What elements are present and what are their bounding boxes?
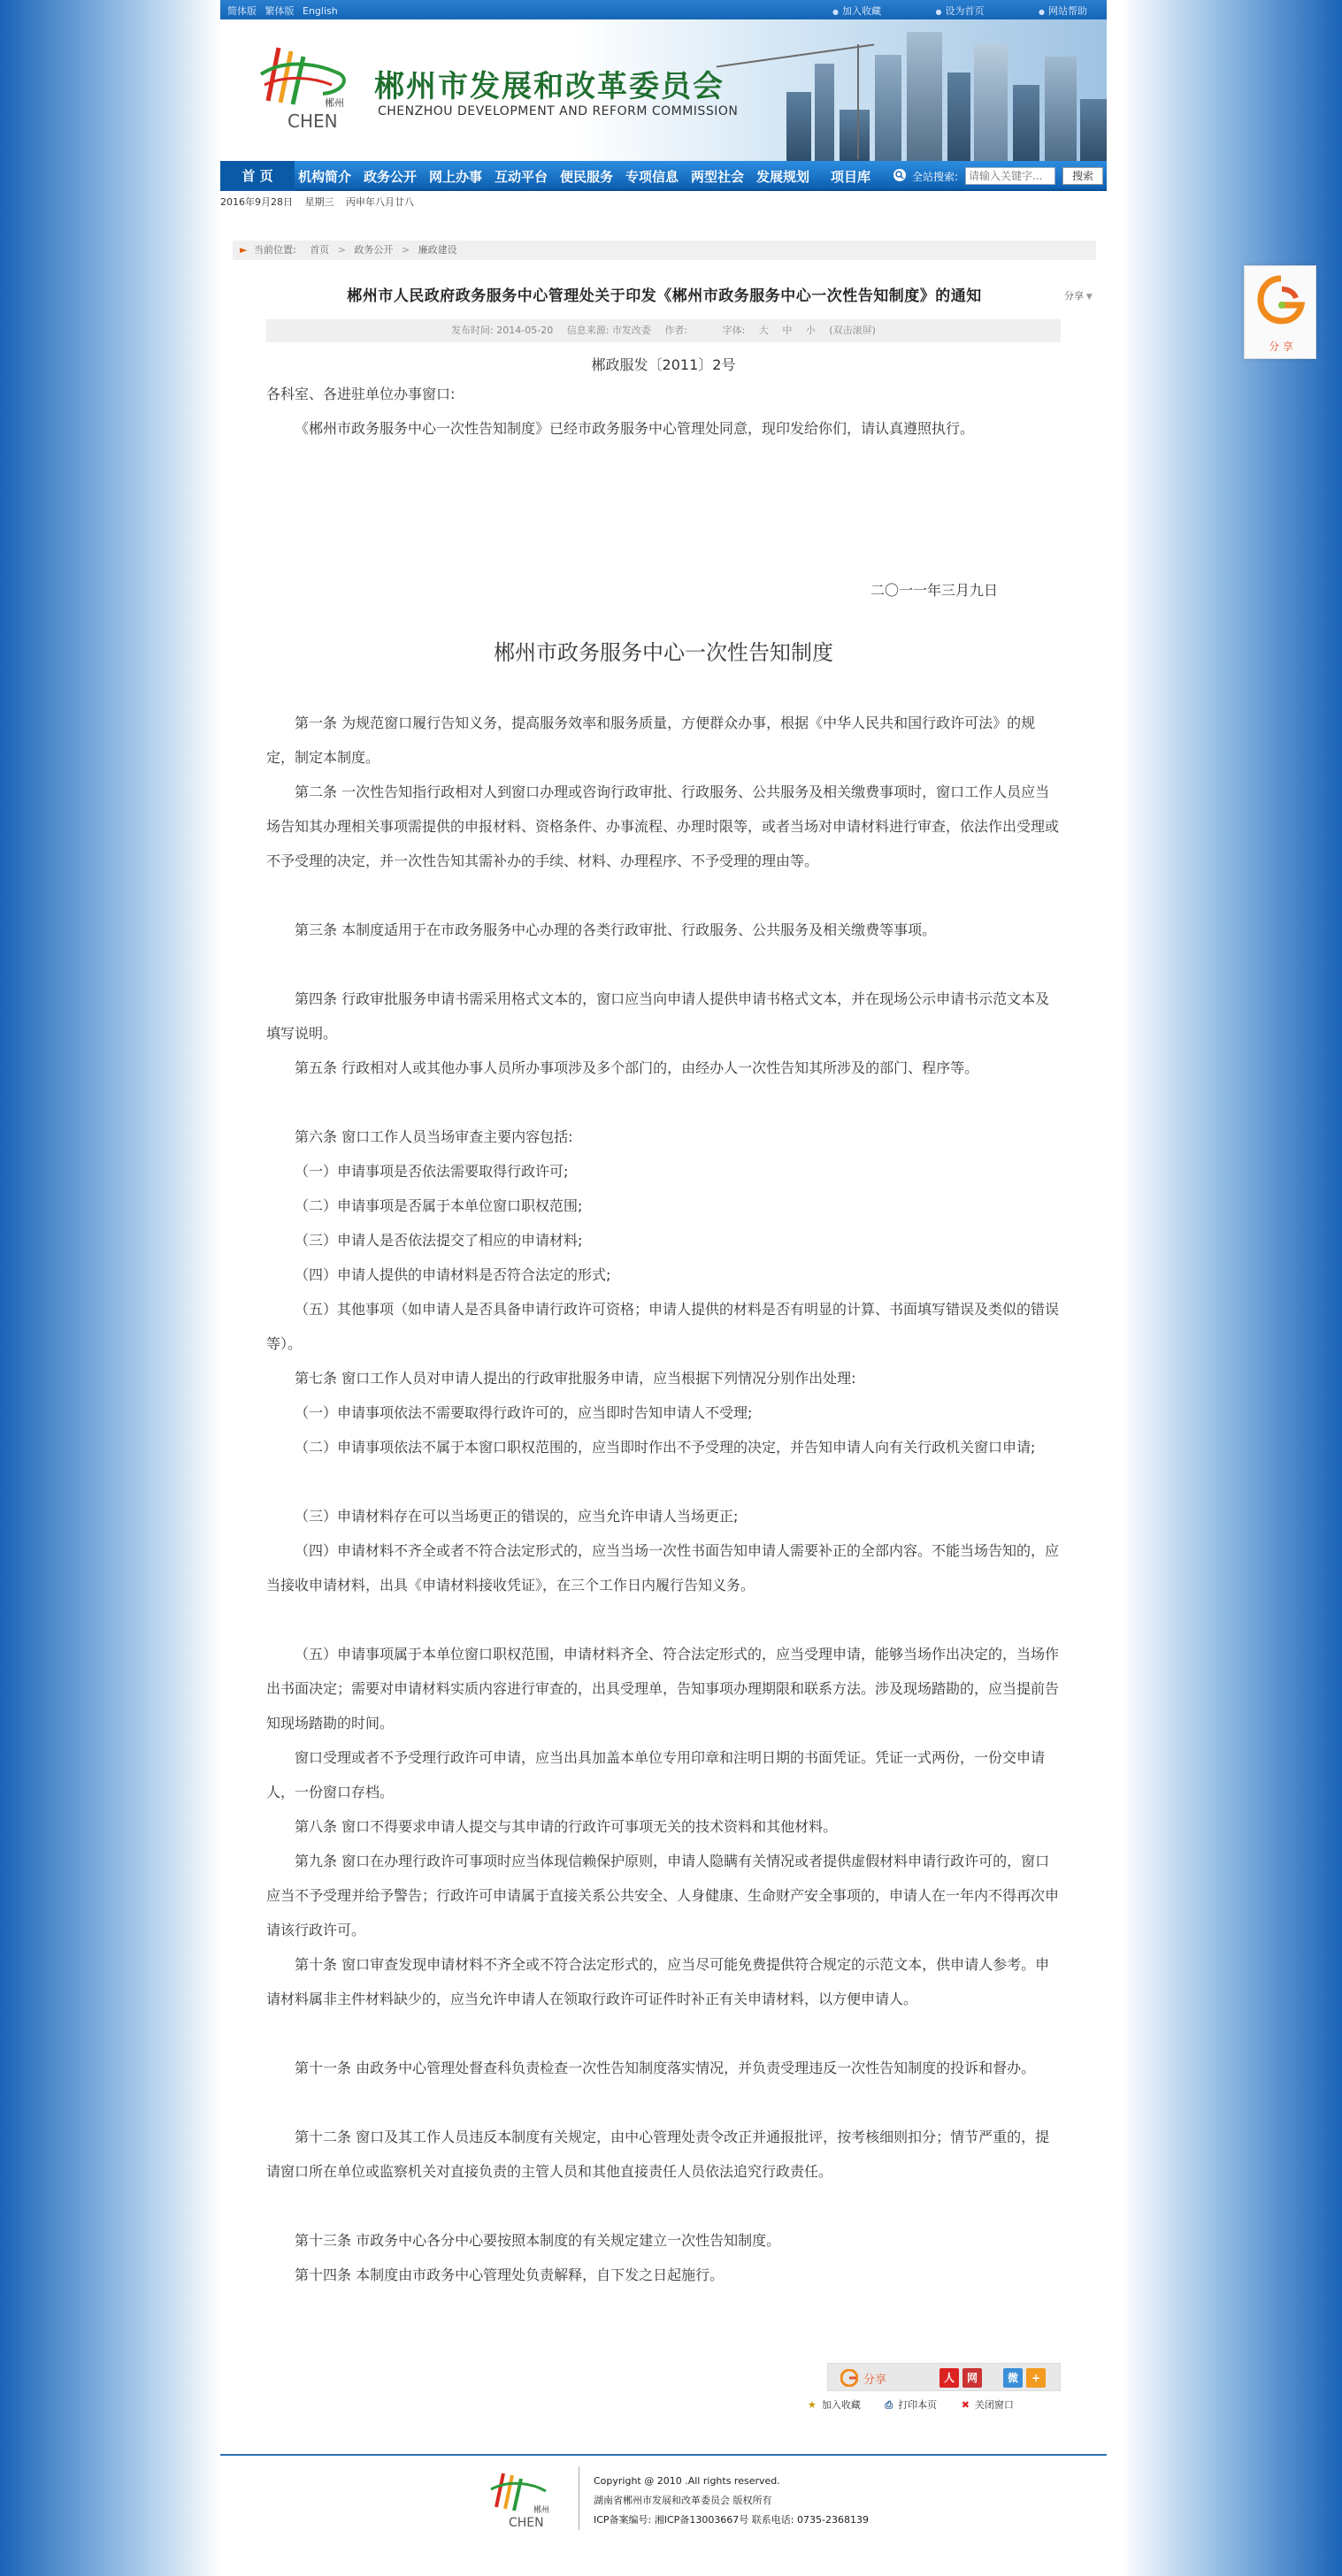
building-graphic bbox=[1080, 99, 1107, 161]
article-paragraph: 第二条 一次性告知指行政相对人到窗口办理或咨询行政审批、行政服务、公共服务及相关缴费事项时，窗口工作人员应当场告知其办理相关事项需提供的申报材料、资格条件、办事流程、办理时限等，或者当场对申请材料进行审查，依法作出受理或不予受理的决定，并一次性告知其需补办的手续、材料、办理程序、不予受理的理由等。 bbox=[266, 784, 1060, 869]
top-bar bbox=[220, 0, 1107, 19]
article-meta bbox=[266, 319, 1061, 342]
article-paragraph: （二）申请事项是否属于本单位窗口职权范围; bbox=[295, 1197, 583, 1214]
close-window-link[interactable]: 关闭窗口 bbox=[974, 2399, 1014, 2411]
favorite-icon: ★ bbox=[808, 2399, 817, 2411]
footer bbox=[220, 2454, 1107, 2551]
copyright-text: Copyright @ 2010 .All rights reserved. bbox=[594, 2475, 780, 2487]
nav-item-two-oriented[interactable]: 两型社会 bbox=[691, 169, 745, 185]
nav-item-about[interactable]: 机构简介 bbox=[298, 169, 352, 185]
salutation: 各科室、各进驻单位办事窗口: bbox=[266, 386, 456, 402]
article-paragraph: （四）申请人提供的申请材料是否符合法定的形式; bbox=[295, 1266, 611, 1283]
site-logo[interactable] bbox=[252, 39, 367, 136]
more-share-icon[interactable]: + bbox=[1026, 2368, 1046, 2388]
font-size-medium[interactable]: 中 bbox=[782, 325, 793, 336]
logo-city-text: 郴州 bbox=[325, 97, 344, 109]
article-title: 郴州市人民政府政务服务中心管理处关于印发《郴州市政务服务中心一次性告知制度》的通知 bbox=[347, 287, 982, 305]
article-paragraph: （一）申请事项依法不需要取得行政许可的，应当即时告知申请人不受理; bbox=[295, 1404, 753, 1421]
search-label: 全站搜索: bbox=[912, 171, 959, 183]
font-size-label: 字体: bbox=[722, 325, 746, 336]
site-title: 郴州市发展和改革委员会 bbox=[374, 69, 725, 104]
info-source: 信息来源: 市发改委 bbox=[566, 325, 651, 336]
crane-graphic bbox=[857, 44, 859, 159]
nav-item-special-info[interactable]: 专项信息 bbox=[625, 169, 679, 185]
close-icon: ✖ bbox=[961, 2399, 970, 2411]
nav-item-online-service[interactable]: 网上办事 bbox=[429, 169, 483, 185]
building-graphic bbox=[907, 32, 942, 161]
document-title: 郴州市政务服务中心一次性告知制度 bbox=[494, 640, 833, 665]
share-logo-icon bbox=[1257, 273, 1305, 328]
share-top-button[interactable] bbox=[1064, 288, 1093, 302]
dblclick-scroll: (双击滚屏) bbox=[829, 325, 876, 336]
intro-paragraph: 《郴州市政务服务中心一次性告知制度》已经市政务服务中心管理处同意，现印发给你们，请认真遵照执行。 bbox=[295, 420, 975, 437]
article-paragraph: （四）申请材料不齐全或者不符合法定形式的，应当当场一次性书面告知申请人需要补正的全部内容。不能当场告知的，应当接收申请材料，出具《申请材料接收凭证》，在三个工作日内履行告知义务。 bbox=[266, 1542, 1060, 1594]
font-size-large[interactable]: 大 bbox=[758, 325, 769, 336]
link-site-help[interactable]: ● 网站帮助 bbox=[1039, 5, 1087, 17]
footer-logo-chen: CHEN bbox=[509, 2516, 544, 2530]
breadcrumb-label: 当前位置: bbox=[253, 244, 296, 256]
article-paragraph: 第十四条 本制度由市政务中心管理处负责解释，自下发之日起施行。 bbox=[295, 2266, 725, 2283]
article-paragraph: 第八条 窗口不得要求申请人提交与其申请的行政许可事项无关的技术资料和其他材料。 bbox=[295, 1818, 838, 1835]
nav-item-planning[interactable]: 发展规划 bbox=[756, 169, 810, 185]
article-paragraph: 第四条 行政审批服务申请书需采用格式文本的，窗口应当向申请人提供申请书格式文本，并在现场公示申请书示范文本及填写说明。 bbox=[266, 990, 1050, 1042]
article-paragraph: （三）申请材料存在可以当场更正的错误的，应当允许申请人当场更正; bbox=[295, 1508, 739, 1525]
chevron-down-icon: ▼ bbox=[1084, 293, 1093, 302]
building-graphic bbox=[1045, 57, 1077, 161]
article-paragraph: （一）申请事项是否依法需要取得行政许可; bbox=[295, 1163, 569, 1180]
current-date: 2016年9月28日 bbox=[220, 196, 293, 208]
article-paragraph: （五）其他事项（如申请人是否具备申请行政许可资格；申请人提供的材料是否有明显的计算、书面填写错误及类似的错误等）。 bbox=[266, 1301, 1060, 1352]
share-logo-icon[interactable] bbox=[840, 2369, 858, 2387]
article-paragraph: 第七条 窗口工作人员对申请人提出的行政审批服务申请，应当根据下列情况分别作出处理: bbox=[295, 1370, 856, 1387]
article-paragraph: （三）申请人是否依法提交了相应的申请材料; bbox=[295, 1232, 583, 1249]
nav-item-projects[interactable]: 项目库 bbox=[831, 169, 871, 185]
main-nav bbox=[220, 161, 1107, 191]
building-graphic bbox=[1013, 85, 1039, 161]
footer-text bbox=[594, 2472, 869, 2530]
dateline bbox=[220, 195, 423, 209]
building-graphic bbox=[815, 64, 834, 161]
breadcrumb bbox=[233, 241, 1096, 260]
link-traditional[interactable]: 繁体版 bbox=[265, 5, 295, 17]
building-graphic bbox=[947, 73, 970, 161]
article-paragraph: 第六条 窗口工作人员当场审查主要内容包括: bbox=[295, 1128, 573, 1145]
search-icon bbox=[893, 168, 907, 182]
document-number: 郴政服发〔2011〕2号 bbox=[591, 356, 736, 373]
renren-share-icon[interactable]: 人 bbox=[939, 2368, 959, 2388]
article-paragraph: 窗口受理或者不予受理行政许可申请，应当出具加盖本单位专用印章和注明日期的书面凭证。凭证一式两份，一份交申请人，一份窗口存档。 bbox=[266, 1749, 1046, 1800]
search-button[interactable]: 搜索 bbox=[1062, 167, 1103, 185]
breadcrumb-arrow-icon: ► bbox=[240, 244, 248, 256]
chevron-right-icon: > bbox=[337, 244, 346, 256]
org-text: 湖南省郴州市发展和改革委员会 版权所有 bbox=[594, 2495, 772, 2506]
floating-share-label: 分 享 bbox=[1269, 340, 1293, 353]
building-graphic bbox=[840, 110, 870, 161]
footer-logo bbox=[486, 2466, 562, 2532]
floating-share-widget[interactable] bbox=[1244, 265, 1316, 359]
add-favorite-link[interactable]: 加入收藏 bbox=[821, 2399, 861, 2411]
article-paragraph: 第三条 本制度适用于在市政务服务中心办理的各类行政审批、行政服务、公共服务及相关缴费等事项。 bbox=[295, 921, 937, 938]
share-label[interactable]: 分享 bbox=[863, 2373, 887, 2387]
building-graphic bbox=[786, 92, 811, 161]
article-paragraph: 第五条 行政相对人或其他办事人员所办事项涉及多个部门的，由经办人一次性告知其所涉及的部门、程序等。 bbox=[295, 1059, 979, 1076]
article-paragraph: （二）申请事项依法不属于本窗口职权范围的，应当即时作出不予受理的决定，并告知申请人向有关行政机关窗口申请; bbox=[295, 1439, 1036, 1456]
print-page-link[interactable]: 打印本页 bbox=[898, 2399, 938, 2411]
logo-chen-text: CHEN bbox=[288, 111, 338, 132]
article-paragraph: 第十三条 市政务中心各分中心要按照本制度的有关规定建立一次性告知制度。 bbox=[295, 2232, 781, 2249]
weibo-share-icon[interactable]: 微 bbox=[1003, 2368, 1023, 2388]
share-bar bbox=[827, 2363, 1061, 2391]
breadcrumb-gov-affairs[interactable]: 政务公开 bbox=[354, 244, 394, 256]
nav-home[interactable]: 首 页 bbox=[220, 161, 295, 191]
chevron-right-icon: > bbox=[401, 244, 410, 256]
article-paragraph: 第十二条 窗口及其工作人员违反本制度有关规定，由中心管理处责令改正并通报批评，按考核细则扣分；情节严重的，提请窗口所在单位或监察机关对直接负责的主管人员和其他直接责任人员依法追究行政责任。 bbox=[266, 2129, 1050, 2180]
author: 作者: bbox=[664, 325, 688, 336]
nav-item-interaction[interactable]: 互动平台 bbox=[495, 169, 548, 185]
link-set-homepage[interactable]: ● 设为首页 bbox=[936, 5, 985, 17]
nav-item-gov-affairs[interactable]: 政务公开 bbox=[364, 169, 418, 185]
font-size-small[interactable]: 小 bbox=[805, 325, 816, 336]
article-paragraph: 第一条 为规范窗口履行告知义务，提高服务效率和服务质量，方便群众办事，根据《中华人民共和国行政许可法》的规定，制定本制度。 bbox=[266, 715, 1036, 766]
building-graphic bbox=[974, 44, 1008, 161]
breadcrumb-home[interactable]: 首页 bbox=[310, 244, 330, 256]
link-english[interactable]: English bbox=[303, 5, 338, 17]
breadcrumb-clean-gov[interactable]: 廉政建设 bbox=[418, 244, 457, 256]
current-weekday: 星期三 bbox=[304, 196, 334, 208]
link-add-favorite[interactable]: ● 加入收藏 bbox=[832, 5, 881, 17]
lunar-date: 丙申年八月廿八 bbox=[346, 196, 414, 208]
article-paragraph: 第九条 窗口在办理行政许可事项时应当体现信赖保护原则，申请人隐瞒有关情况或者提供虚假材料申请行政许可的，窗口应当不予受理并给予警告；行政许可申请属于直接关系公共安全、人身健康、生命财产安全事项的，申请人在一年内不得再次申请该行政许可。 bbox=[266, 1853, 1060, 1938]
site-subtitle: CHENZHOU DEVELOPMENT AND REFORM COMMISSION bbox=[378, 104, 739, 118]
article-paragraph: （五）申请事项属于本单位窗口职权范围，申请材料齐全、符合法定形式的，应当受理申请，能够当场作出决定的，当场作出书面决定；需要对申请材料实质内容进行审查的，出具受理单，告知事项办理期限和联系方法。涉及现场踏勘的，应当提前告知现场踏勘的时间。 bbox=[266, 1646, 1060, 1731]
icp-text: ICP备案编号: 湘ICP备13003667号 联系电话: 0735-2368139 bbox=[594, 2514, 869, 2526]
page-container bbox=[220, 0, 1107, 2576]
page-tools bbox=[808, 2397, 1035, 2412]
publish-time: 发布时间: 2014-05-20 bbox=[451, 325, 554, 336]
article-paragraph: 第十一条 由政务中心管理处督查科负责检查一次性告知制度落实情况，并负责受理违反一次性告知制度的投诉和督办。 bbox=[295, 2060, 1036, 2076]
share-top-label: 分享 bbox=[1064, 290, 1084, 302]
search-input[interactable] bbox=[965, 167, 1055, 185]
sign-date: 二〇一一年三月九日 bbox=[870, 582, 999, 599]
nav-item-convenience[interactable]: 便民服务 bbox=[560, 169, 614, 185]
netease-share-icon[interactable]: 网 bbox=[962, 2368, 982, 2388]
article-paragraph: 第十条 窗口审查发现申请材料不齐全或不符合法定形式的，应当尽可能免费提供符合规定的示范文本，供申请人参考。申请材料属非主件材料缺少的，应当允许申请人在领取行政许可证件时补正有关申请材料，以方便申请人。 bbox=[266, 1956, 1050, 2007]
header-banner bbox=[220, 19, 1107, 161]
footer-logo-city: 郴州 bbox=[533, 2506, 550, 2515]
print-icon: ⎙ bbox=[885, 2399, 893, 2411]
crane-graphic bbox=[717, 43, 875, 67]
building-graphic bbox=[875, 55, 901, 161]
link-simplified[interactable]: 简体版 bbox=[227, 5, 257, 17]
